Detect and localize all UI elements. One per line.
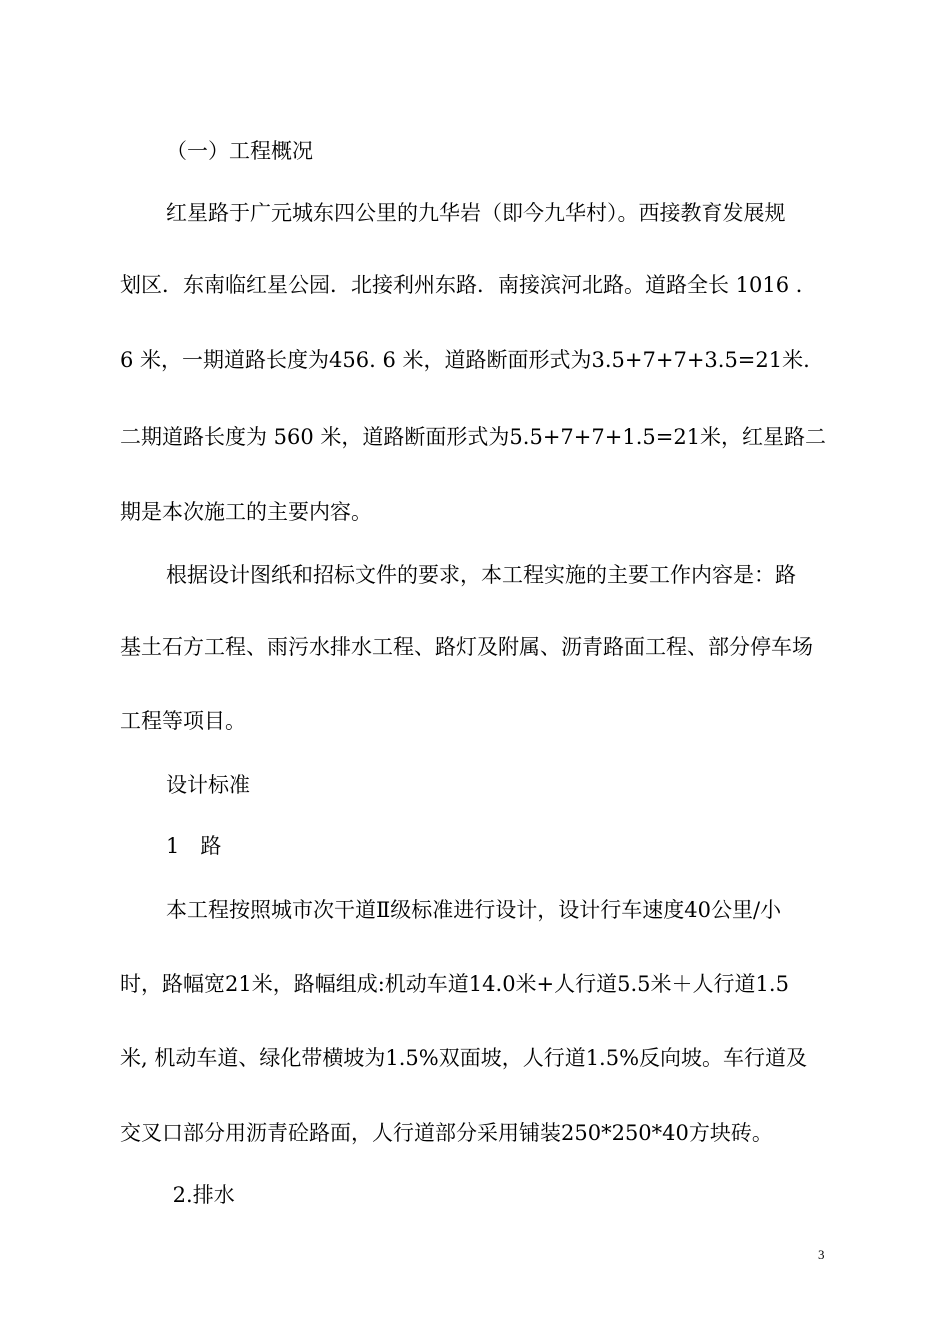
- paragraph-line: 时，路幅宽21米，路幅组成:机动车道14.0米+人行道5.5米＋人行道1.5: [120, 972, 789, 996]
- paragraph-line: 交叉口部分用沥青砼路面，人行道部分采用铺装250*250*40方块砖。: [120, 1121, 773, 1145]
- drainage-heading: 2.排水: [166, 1183, 235, 1207]
- paragraph-line: 红星路于广元城东四公里的九华岩（即今九华村）。西接教育发展规: [166, 201, 786, 225]
- paragraph-line: 根据设计图纸和招标文件的要求，本工程实施的主要工作内容是：路: [166, 563, 796, 587]
- road-heading: 1 路: [166, 834, 222, 858]
- paragraph-line: 二期道路长度为 560 米，道路断面形式为5.5+7+7+1.5=21米，红星路二: [120, 425, 827, 449]
- design-standard-heading: 设计标准: [166, 773, 250, 797]
- paragraph-line: 6 米，一期道路长度为456. 6 米，道路断面形式为3.5+7+7+3.5=21米.: [120, 348, 810, 372]
- section-heading: （一）工程概况: [166, 139, 313, 163]
- paragraph-line: 期是本次施工的主要内容。: [120, 500, 372, 524]
- paragraph-line: 工程等项目。: [120, 709, 246, 733]
- paragraph-line: 划区．东南临红星公园．北接利州东路．南接滨河北路。道路全长 1016 ．: [120, 273, 817, 297]
- paragraph-line: 本工程按照城市次干道Ⅱ级标准进行设计，设计行车速度40公里/小: [166, 898, 782, 922]
- page-number: 3: [818, 1247, 825, 1262]
- paragraph-line: 米, 机动车道、绿化带横坡为1.5%双面坡，人行道1.5%反向坡。车行道及: [120, 1046, 808, 1070]
- paragraph-line: 基土石方工程、雨污水排水工程、路灯及附属、沥青路面工程、部分停车场: [120, 635, 813, 659]
